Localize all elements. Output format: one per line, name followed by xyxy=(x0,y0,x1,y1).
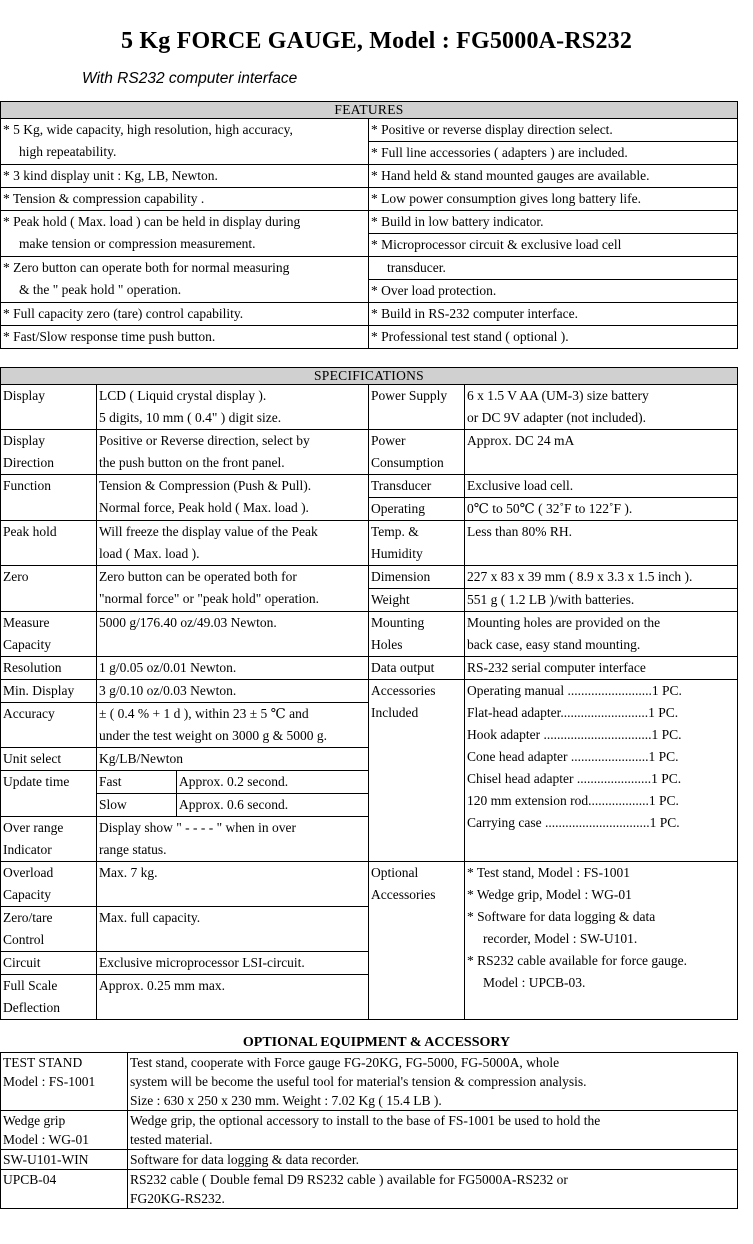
optional-equipment-row xyxy=(1,1150,738,1170)
spec-mounting-label: Mounting Holes xyxy=(369,612,465,657)
spec-optional-list xyxy=(465,862,738,1020)
accessory-item: Chisel head adapter ......................1 PC. xyxy=(467,771,682,786)
spec-accessories-label: Accessories Included xyxy=(369,680,465,862)
equipment-desc: Test stand, cooperate with Force gauge FG-20KG, FG-5000, FG-5000A, whole system will be become the useful tool for material's tension & compression analysis. Size : 630 x 250 x 230 mm. Weight : 7.02 Kg ( 15.4 LB ). xyxy=(128,1053,738,1111)
feature-left-3: * Peak hold ( Max. load ) can be held in display during make tension or compression measurement. xyxy=(1,211,369,257)
equipment-name: SW-U101-WIN xyxy=(1,1150,128,1170)
spec-fast-value: Approx. 0.2 second. xyxy=(177,771,369,794)
spec-min-label: Min. Display xyxy=(1,680,97,703)
equipment-name: UPCB-04 xyxy=(1,1170,128,1209)
accessory-item: Flat-head adapter..........................1 PC. xyxy=(467,705,679,720)
spec-slow-value: Approx. 0.6 second. xyxy=(177,794,369,817)
spec-unit-value: Kg/LB/Newton xyxy=(97,748,369,771)
spec-function-label: Function xyxy=(1,475,97,521)
specifications-header: SPECIFICATIONS xyxy=(1,368,738,385)
spec-deflection-label: Full Scale Deflection xyxy=(1,975,97,1020)
spec-zero-label: Zero xyxy=(1,566,97,612)
equipment-name: Wedge grip Model : WG-01 xyxy=(1,1111,128,1150)
spec-transducer-label: Transducer xyxy=(371,478,432,493)
spec-transducer-value: Exclusive load cell. xyxy=(467,478,574,493)
spec-overload-value: Max. 7 kg. xyxy=(97,862,369,907)
spec-overload-label: Overload Capacity xyxy=(1,862,97,907)
features-table xyxy=(0,101,738,349)
spec-power-supply-value: 6 x 1.5 V AA (UM-3) size battery or DC 9V adapter (not included). xyxy=(465,385,738,430)
optional-equipment-table xyxy=(0,1052,738,1209)
feature-right-0: * Positive or reverse display direction select. xyxy=(371,122,613,137)
optional-item: * Software for data logging & data xyxy=(467,909,656,924)
spec-dimension-weight-label xyxy=(369,566,465,612)
spec-slow-label: Slow xyxy=(97,794,177,817)
optional-item: * RS232 cable available for force gauge. xyxy=(467,953,688,968)
spec-consumption-label: Power Consumption xyxy=(369,430,465,475)
accessory-item: Carrying case ...............................1 PC. xyxy=(467,815,680,830)
feature-right-col-b xyxy=(369,211,738,257)
spec-transducer-operating-value xyxy=(465,475,738,521)
spec-zerotare-label: Zero/tare Control xyxy=(1,907,97,952)
spec-function-value: Tension & Compression (Push & Pull). Normal force, Peak hold ( Max. load ). xyxy=(97,475,369,521)
feature-right-2: * Hand held & stand mounted gauges are available. xyxy=(369,165,738,188)
spec-fast-label: Fast xyxy=(97,771,177,794)
feature-right-8: * Professional test stand ( optional ). xyxy=(369,326,738,349)
feature-right-1: * Full line accessories ( adapters ) are included. xyxy=(369,142,737,165)
page-title: 5 Kg FORCE GAUGE, Model : FG5000A-RS232 xyxy=(120,28,633,54)
specifications-table xyxy=(0,367,738,1020)
equipment-desc: Wedge grip, the optional accessory to install to the base of FS-1001 be used to hold the tested material. xyxy=(128,1111,738,1150)
spec-zero-value: Zero button can be operated both for "normal force" or "peak hold" operation. xyxy=(97,566,369,612)
feature-right-5: * Microprocessor circuit & exclusive load cell xyxy=(369,234,737,257)
feature-left-4: * Zero button can operate both for normal measuring & the " peak hold " operation. xyxy=(1,257,369,303)
spec-dimension-value: 227 x 83 x 39 mm ( 8.9 x 3.3 x 1.5 inch ). xyxy=(467,569,693,584)
spec-unit-label: Unit select xyxy=(1,748,97,771)
features-header: FEATURES xyxy=(1,102,738,119)
page-subtitle: With RS232 computer interface xyxy=(82,70,298,87)
spec-display-label: Display xyxy=(1,385,97,430)
optional-equipment-row xyxy=(1,1170,738,1209)
feature-right-3: * Low power consumption gives long battery life. xyxy=(369,188,738,211)
accessory-item: Cone head adapter .......................1 PC. xyxy=(467,749,679,764)
spec-temp-value: Less than 80% RH. xyxy=(465,521,738,566)
accessory-item: 120 mm extension rod..................1 PC. xyxy=(467,793,679,808)
optional-equipment-row xyxy=(1,1111,738,1150)
spec-mounting-value: Mounting holes are provided on the back case, easy stand mounting. xyxy=(465,612,738,657)
spec-operating-value: 0℃ to 50℃ ( 32˚F to 122˚F ). xyxy=(465,498,737,521)
spec-weight-label: Weight xyxy=(369,589,464,612)
spec-output-label: Data output xyxy=(369,657,465,680)
spec-power-supply-label: Power Supply xyxy=(369,385,465,430)
spec-measure-value: 5000 g/176.40 oz/49.03 Newton. xyxy=(97,612,369,657)
feature-left-0: * 5 Kg, wide capacity, high resolution, high accuracy, high repeatability. xyxy=(1,119,369,165)
spec-overrange-label: Over range Indicator xyxy=(1,817,97,862)
spec-temp-label: Temp. & Humidity xyxy=(369,521,465,566)
spec-circuit-label: Circuit xyxy=(1,952,97,975)
spec-resolution-value: 1 g/0.05 oz/0.01 Newton. xyxy=(97,657,369,680)
spec-min-value: 3 g/0.10 oz/0.03 Newton. xyxy=(97,680,369,703)
feature-left-6: * Fast/Slow response time push button. xyxy=(1,326,369,349)
spec-direction-value: Positive or Reverse direction, select by the push button on the front panel. xyxy=(97,430,369,475)
equipment-desc: Software for data logging & data recorder. xyxy=(128,1150,738,1170)
spec-peak-label: Peak hold xyxy=(1,521,97,566)
spec-accessories-list xyxy=(465,680,738,862)
feature-right-col-c xyxy=(369,257,738,303)
accessory-item: Hook adapter ................................1 PC. xyxy=(467,727,682,742)
spec-circuit-value: Exclusive microprocessor LSI-circuit. xyxy=(97,952,369,975)
feature-left-2: * Tension & compression capability . xyxy=(1,188,369,211)
spec-consumption-value: Approx. DC 24 mA xyxy=(465,430,738,475)
spec-optional-label: Optional Accessories xyxy=(369,862,465,1020)
spec-direction-label: Display Direction xyxy=(1,430,97,475)
spec-zerotare-value: Max. full capacity. xyxy=(97,907,369,952)
equipment-name: TEST STAND Model : FS-1001 xyxy=(1,1053,128,1111)
optional-item: * Wedge grip, Model : WG-01 xyxy=(467,887,632,902)
optional-item: * Test stand, Model : FS-1001 xyxy=(467,865,631,880)
spec-resolution-label: Resolution xyxy=(1,657,97,680)
spec-update-label: Update time xyxy=(1,771,97,817)
spec-transducer-operating-label xyxy=(369,475,465,521)
optional-item-cont: Model : UPCB-03. xyxy=(483,975,586,990)
spec-overrange-value: Display show " - - - - " when in over range status. xyxy=(97,817,369,862)
feature-left-1: * 3 kind display unit : Kg, LB, Newton. xyxy=(1,165,369,188)
equipment-desc: RS232 cable ( Double femal D9 RS232 cable ) available for FG5000A-RS232 or FG20KG-RS232. xyxy=(128,1170,738,1209)
spec-measure-label: Measure Capacity xyxy=(1,612,97,657)
spec-accuracy-value: ± ( 0.4 % + 1 d ), within 23 ± 5 ℃ and under the test weight on 3000 g & 5000 g. xyxy=(97,703,369,748)
accessory-item: Operating manual .........................1 PC. xyxy=(467,683,682,698)
spec-dimension-weight-value xyxy=(465,566,738,612)
spec-operating-label: Operating xyxy=(369,498,464,521)
spec-dimension-label: Dimension xyxy=(371,569,431,584)
spec-peak-value: Will freeze the display value of the Peak load ( Max. load ). xyxy=(97,521,369,566)
optional-item-cont: recorder, Model : SW-U101. xyxy=(483,931,638,946)
optional-equipment-row xyxy=(1,1053,738,1111)
feature-right-6: * Over load protection. xyxy=(369,280,737,303)
feature-right-7: * Build in RS-232 computer interface. xyxy=(369,303,738,326)
spec-display-value: LCD ( Liquid crystal display ). 5 digits, 10 mm ( 0.4" ) digit size. xyxy=(97,385,369,430)
feature-left-5: * Full capacity zero (tare) control capability. xyxy=(1,303,369,326)
optional-equipment-header: OPTIONAL EQUIPMENT & ACCESSORY xyxy=(242,1035,511,1050)
feature-right-4: * Build in low battery indicator. xyxy=(371,214,544,229)
feature-right-5-cont: transducer. xyxy=(387,260,446,275)
spec-weight-value: 551 g ( 1.2 LB )/with batteries. xyxy=(465,589,737,612)
spec-deflection-value: Approx. 0.25 mm max. xyxy=(97,975,369,1020)
feature-right-col-a xyxy=(369,119,738,165)
spec-accuracy-label: Accuracy xyxy=(1,703,97,748)
spec-output-value: RS-232 serial computer interface xyxy=(465,657,738,680)
